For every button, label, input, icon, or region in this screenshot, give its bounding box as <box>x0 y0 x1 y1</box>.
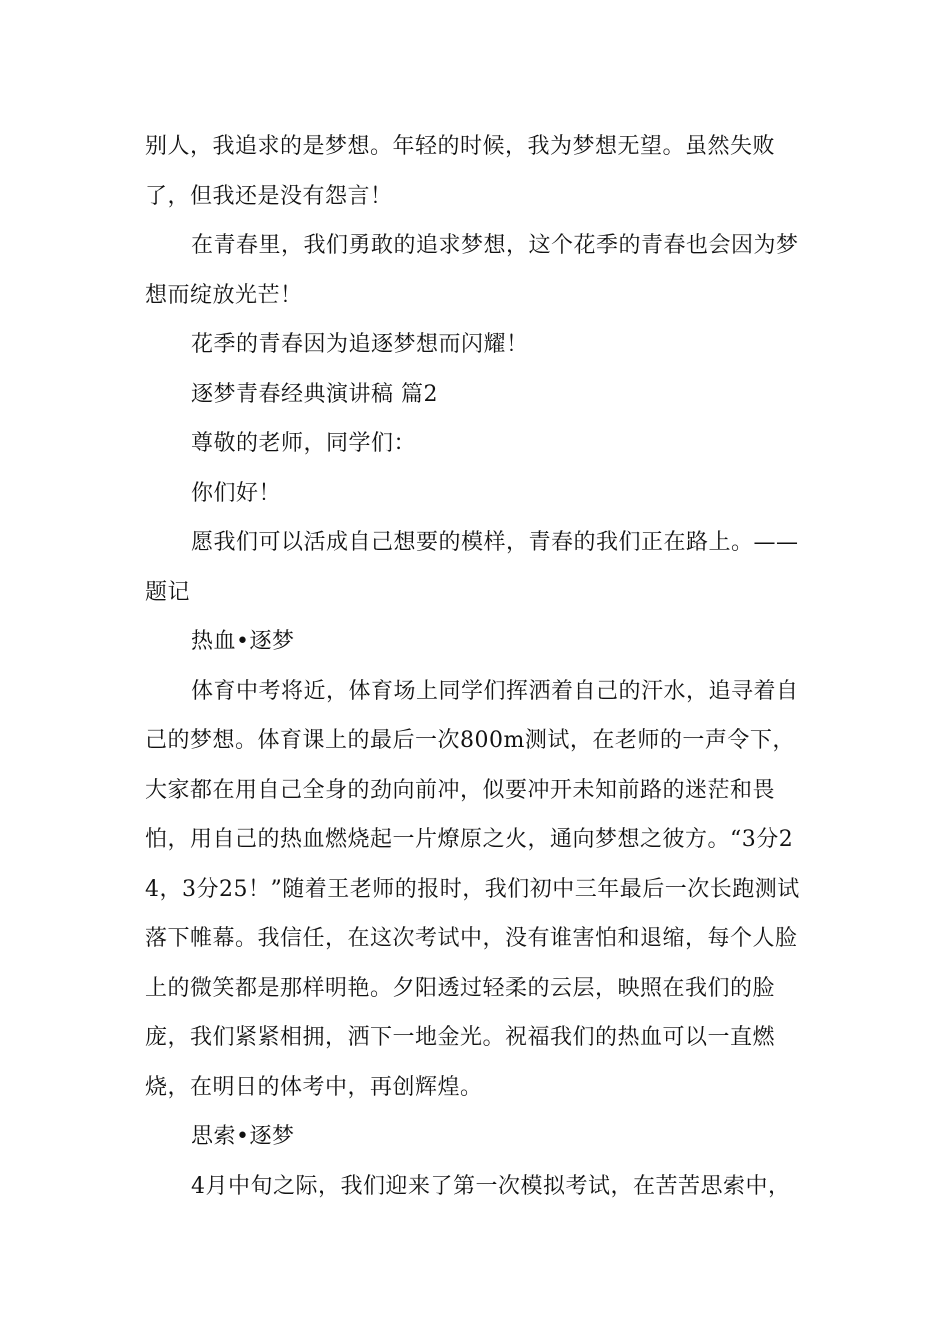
section-heading-part-2: 逐梦青春经典演讲稿 篇2 <box>191 381 438 407</box>
document-body <box>145 122 817 1211</box>
salutation: 尊敬的老师，同学们： <box>191 431 417 456</box>
paragraph-1: 别人，我追求的是梦想。年轻的时候，我为梦想无望。虽然失败了，但我还是没有怨言！ <box>145 134 776 209</box>
epigraph: 愿我们可以活成自己想要的模样，青春的我们正在路上。——题记 <box>145 530 799 605</box>
paragraph-2: 在青春里，我们勇敢的追求梦想，这个花季的青春也会因为梦想而绽放光芒！ <box>145 233 799 308</box>
subheading-passion: 热血•逐梦 <box>191 629 295 654</box>
paragraph-sports-exam: 体育中考将近，体育场上同学们挥洒着自己的汗水，追寻着自己的梦想。体育课上的最后一次800m测试，在老师的一声令下，大家都在用自己全身的劲向前冲，似要冲开未知前路的迷茫和畏怕，用自己的热血燃烧起一片燎原之火，通向梦想之彼方。“3分24，3分25！”随着王老师的报时，我们初中三年最后一次长跑测试落下帷幕。我信任，在这次考试中，没有谁害怕和退缩，每个人脸上的微笑都是那样明艳。夕阳透过轻柔的云层，映照在我们的脸庞，我们紧紧相拥，洒下一地金光。祝福我们的热血可以一直燃烧，在明日的体考中，再创辉煌。 <box>145 678 800 1100</box>
subheading-reflection: 思索•逐梦 <box>191 1124 295 1149</box>
paragraph-3: 花季的青春因为追逐梦想而闪耀！ <box>191 332 529 357</box>
greeting: 你们好！ <box>191 480 282 506</box>
paragraph-mock-exam: 4月中旬之际，我们迎来了第一次模拟考试，在苦苦思索中， <box>191 1173 791 1199</box>
